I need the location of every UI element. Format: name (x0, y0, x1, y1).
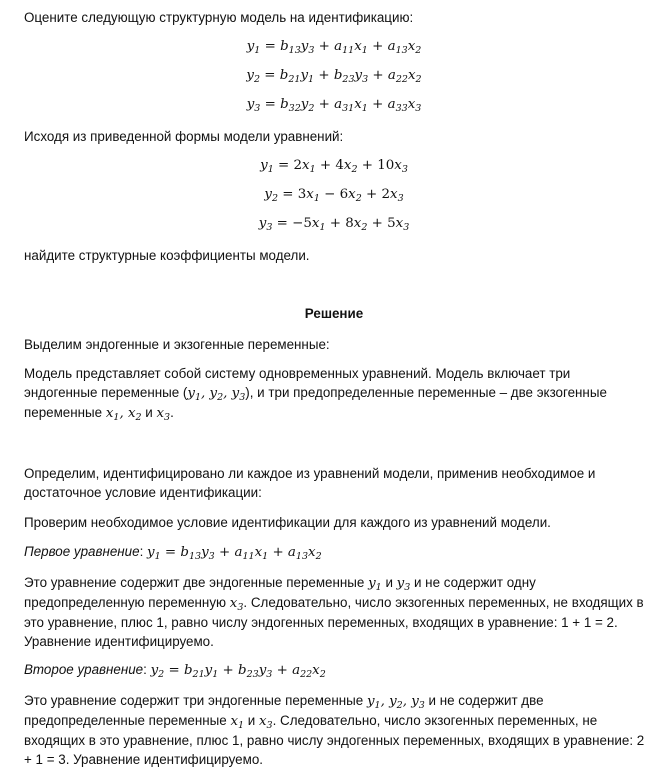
second-equation-line: Второе уравнение: $y_2 = b_{21}y_1 + b_{23}y_3 + a_{22}x_2$ (24, 662, 326, 680)
intro-text: Оцените следующую структурную модель на идентификацию: (24, 10, 414, 25)
paragraph-model-description: Модель представляет собой систему одновременных уравнений. Модель включает три эндогенные переменные ($y_1$, $y_2$, $y_3$), и три предопределенные переменные – две экзогенные переменные $x_1$, $x_2$ и $x_3$. (24, 366, 607, 423)
paragraph-second-equation-analysis: Это уравнение содержит три эндогенные переменные $y_1$, $y_2$, $y_3$ и не содержит две предопределенные переменные $x_1$ и $x_3$. Следовательно, число экзогенных переменных, не входящих в это уравнение, плюс 1, равно числу эндогенных переменных, входящих в уравнение: 2 + 1 = 3. Уравнение идентифицируемо. (24, 693, 645, 767)
reduced-equation-2: $y_2 = 3x_1 - 6x_2 + 2x_3$ (264, 187, 404, 204)
paragraph-necessary-condition: Проверим необходимое условие идентификации для каждого из уравнений модели. (24, 515, 551, 530)
structural-equation-2: $y_2 = b_{21}y_1 + b_{23}y_3 + a_{22}x_2$ (246, 68, 422, 85)
solution-heading: Решение (304, 306, 364, 321)
structural-equation-1: $y_1 = b_{13}y_3 + a_{11}x_1 + a_{13}x_2$ (246, 39, 422, 56)
reduced-equation-1: $y_1 = 2x_1 + 4x_2 + 10x_3$ (260, 158, 408, 175)
paragraph-variables: Выделим эндогенные и экзогенные переменные: (24, 337, 330, 352)
paragraph-first-equation-analysis: Это уравнение содержит две эндогенные переменные $y_1$ и $y_3$ и не содержит одну предопределенную переменную $x_3$. Следовательно, число экзогенных переменных, не входящих в это уравнение, плюс 1, равно числу эндогенных переменных, входящих в уравнение: 1 + 1 = 2. Уравнение идентифицируемо. (24, 575, 644, 649)
reduced-intro-text: Исходя из приведенной формы модели уравнений: (24, 129, 344, 144)
reduced-equation-3: $y_3 = -5x_1 + 8x_2 + 5x_3$ (258, 216, 410, 233)
first-equation-line: Первое уравнение: $y_1 = b_{13}y_3 + a_{11}x_1 + a_{13}x_2$ (24, 544, 322, 562)
structural-equation-3: $y_3 = b_{32}y_2 + a_{31}x_1 + a_{33}x_3$ (246, 97, 422, 114)
task-text: найдите структурные коэффициенты модели. (24, 248, 310, 263)
paragraph-identification-method: Определим, идентифицировано ли каждое из уравнений модели, применив необходимое и достаточное условие идентификации: (24, 466, 596, 500)
